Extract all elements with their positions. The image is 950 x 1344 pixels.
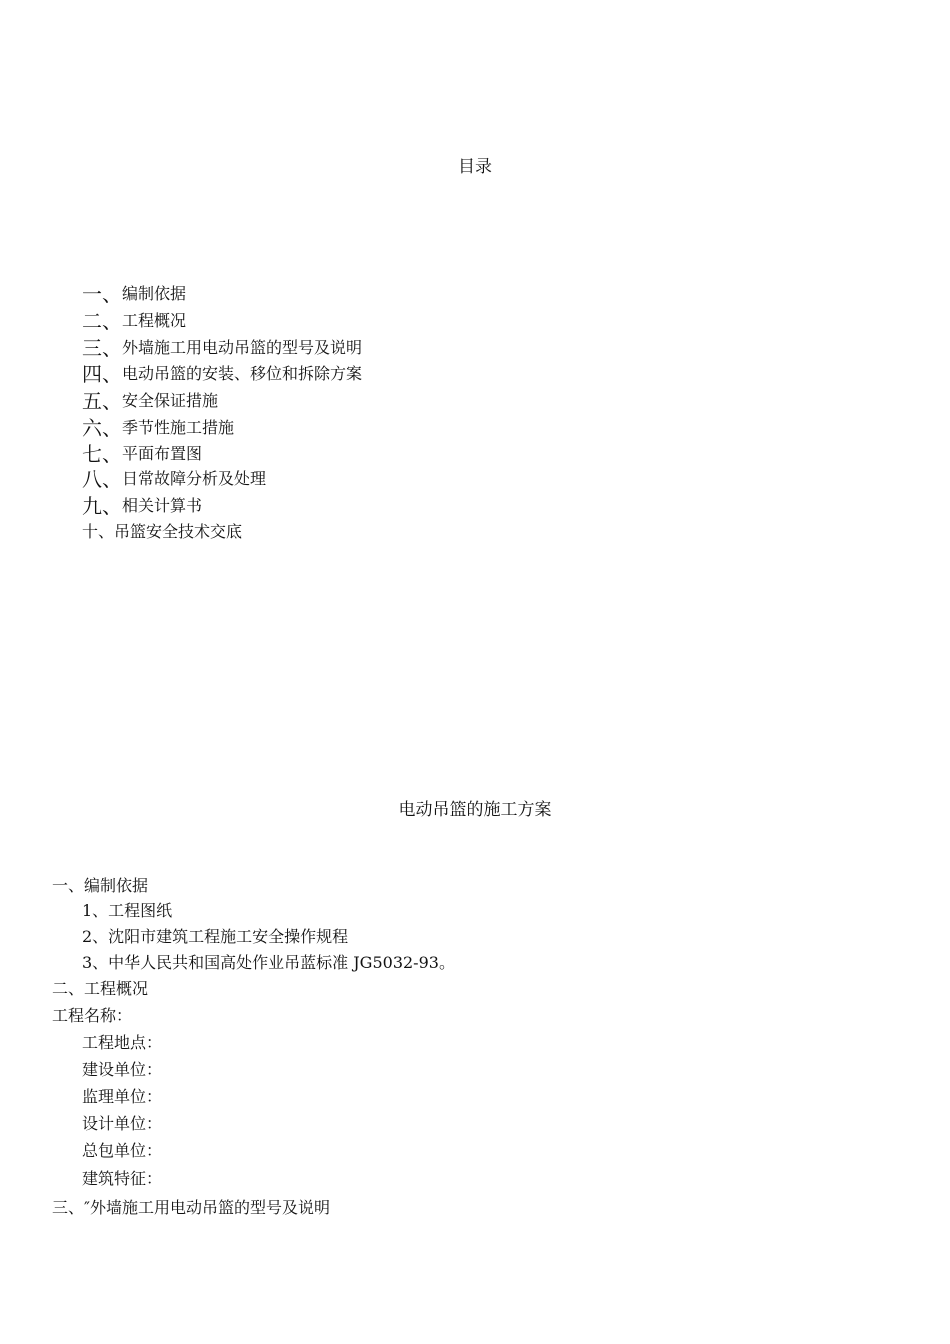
toc-item-label: 吊篮安全技术交底 bbox=[114, 522, 243, 541]
toc-item-label: 平面布置图 bbox=[122, 444, 203, 463]
toc-item-label: 相关计算书 bbox=[122, 496, 203, 515]
project-field: 工程地点： bbox=[82, 1033, 163, 1052]
document-title: 电动吊篮的施工方案 bbox=[398, 800, 552, 820]
toc-item bbox=[82, 364, 362, 384]
project-field: 设计单位： bbox=[82, 1114, 163, 1133]
toc-item-number: 八、 bbox=[82, 467, 122, 491]
toc-item-number: 一、 bbox=[82, 282, 122, 306]
toc-item-label: 电动吊篮的安装、移位和拆除方案 bbox=[122, 364, 363, 383]
toc-item-number: 四、 bbox=[82, 362, 122, 386]
toc-item-number: 十、 bbox=[82, 522, 115, 541]
toc-item bbox=[82, 418, 234, 438]
project-name-label: 工程名称： bbox=[52, 1006, 133, 1025]
list-item: 3、中华人民共和国高处作业吊蓝标准 JG5032-93。 bbox=[82, 953, 455, 972]
toc-item-label: 季节性施工措施 bbox=[122, 418, 235, 437]
toc-item-label: 工程概况 bbox=[122, 311, 187, 330]
list-item: 2、沈阳市建筑工程施工安全操作规程 bbox=[82, 927, 349, 946]
project-field: 建设单位： bbox=[82, 1060, 163, 1079]
toc-item-label: 安全保证措施 bbox=[122, 391, 219, 410]
toc-item bbox=[82, 524, 242, 540]
project-field: 总包单位： bbox=[82, 1141, 163, 1160]
toc-title: 目录 bbox=[458, 157, 492, 177]
toc-item bbox=[82, 284, 186, 304]
toc-item bbox=[82, 311, 186, 331]
toc-item bbox=[82, 391, 218, 411]
toc-item-number: 三、 bbox=[82, 336, 122, 360]
section-heading: 二、工程概况 bbox=[52, 979, 149, 998]
toc-item bbox=[82, 496, 202, 516]
toc-item-number: 六、 bbox=[82, 416, 122, 440]
toc-item bbox=[82, 338, 362, 358]
toc-item-number: 五、 bbox=[82, 389, 122, 413]
toc-item-label: 外墙施工用电动吊篮的型号及说明 bbox=[122, 338, 363, 357]
toc-item-label: 编制依据 bbox=[122, 284, 187, 303]
toc-item-number: 九、 bbox=[82, 494, 122, 518]
project-field: 监理单位： bbox=[82, 1087, 163, 1106]
toc-item bbox=[82, 444, 202, 464]
toc-item-number: 七、 bbox=[82, 442, 122, 466]
toc-item bbox=[82, 469, 266, 489]
toc-item-label: 日常故障分析及处理 bbox=[122, 469, 267, 488]
section-heading: 三、″外墙施工用电动吊篮的型号及说明 bbox=[52, 1198, 330, 1217]
project-field: 建筑特征： bbox=[82, 1169, 163, 1188]
toc-item-number: 二、 bbox=[82, 309, 122, 333]
list-item: 1、工程图纸 bbox=[82, 901, 173, 920]
section-heading: 一、编制依据 bbox=[52, 876, 149, 895]
